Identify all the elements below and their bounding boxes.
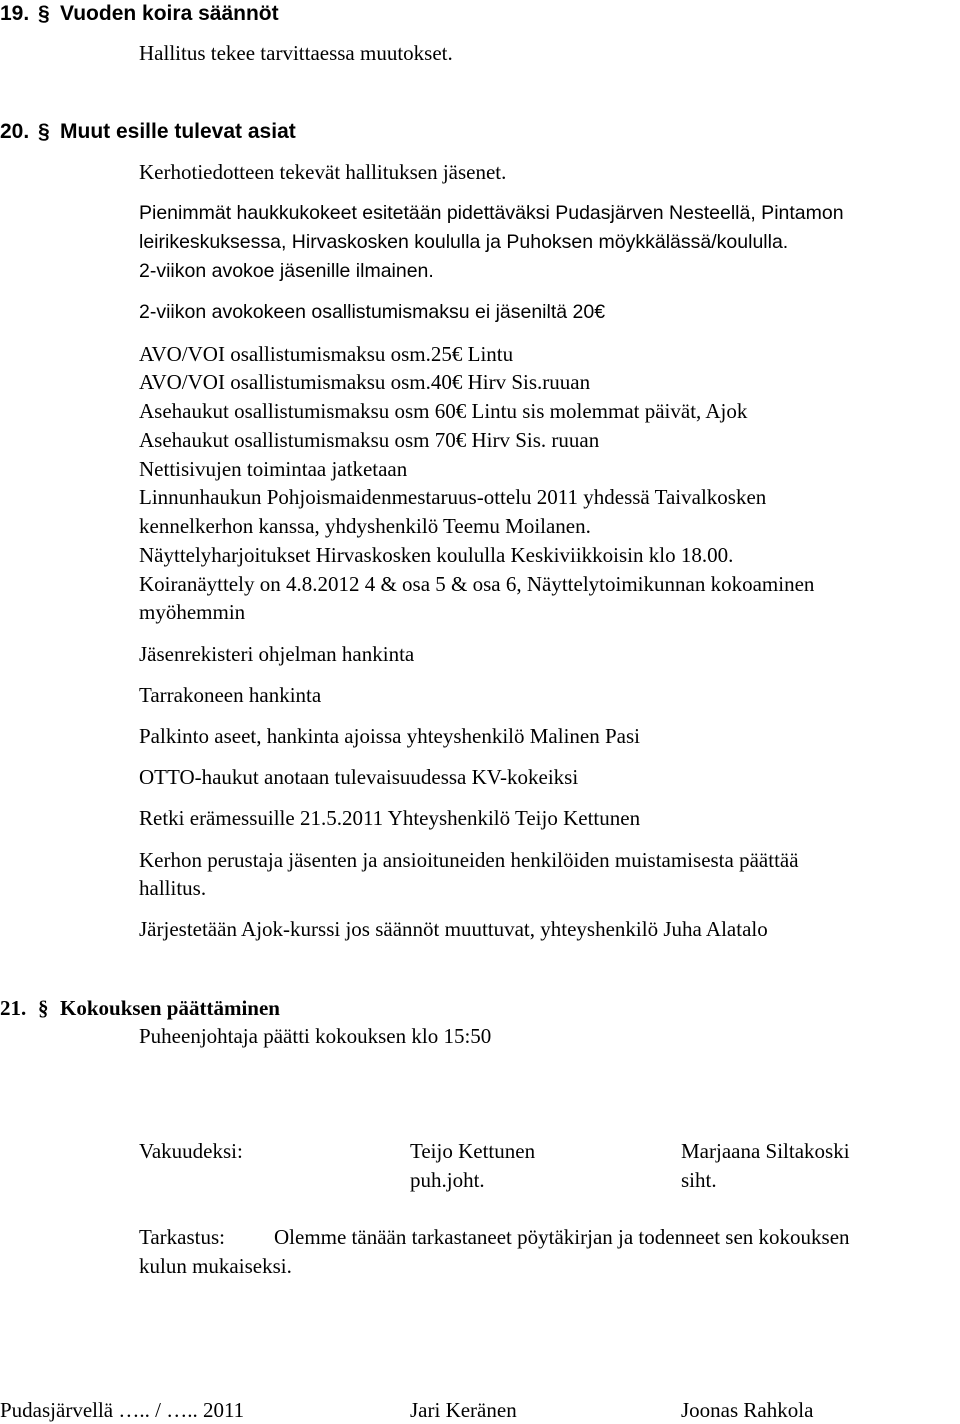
text-line: AVO/VOI osallistumismaksu osm.25€ Lintu xyxy=(139,342,514,366)
text-line: leirikeskuksessa, Hirvaskosken koululla ja Puhoksen möykkälässä/koululla. xyxy=(139,231,789,253)
text-line: Palkinto aseet, hankinta ajoissa yhteyshenkilö Malinen Pasi xyxy=(139,724,640,748)
secretary-name: Marjaana Siltakoski xyxy=(681,1139,850,1163)
text-line: Kerhon perustaja jäsenten ja ansioituneiden henkilöiden muistamisesta päättää xyxy=(139,848,799,872)
text-line: Puheenjohtaja päätti kokouksen klo 15:50 xyxy=(139,1024,492,1048)
section-number: 20. xyxy=(0,120,30,143)
text-line: Asehaukut osallistumismaksu osm 60€ Lintu sis molemmat päivät, Ajok xyxy=(139,399,748,423)
tarkastus-label: Tarkastus: xyxy=(139,1225,226,1249)
text-line: Tarrakoneen hankinta xyxy=(139,683,322,707)
text-line: Retki erämessuille 21.5.2011 Yhteyshenkilö Teijo Kettunen xyxy=(139,806,641,830)
section-number: 19. xyxy=(0,2,30,25)
place-date: Pudasjärvellä ….. / ….. 2011 xyxy=(0,1398,245,1422)
text-line: Jäsenrekisteri ohjelman hankinta xyxy=(139,642,415,666)
text-line: Kerhotiedotteen tekevät hallituksen jäsenet. xyxy=(139,160,507,184)
text-line: Pienimmät haukkukokeet esitetään pidettäväksi Pudasjärven Nesteellä, Pintamon xyxy=(139,202,844,224)
tarkastus-text: Olemme tänään tarkastaneet pöytäkirjan ja todenneet sen kokouksen xyxy=(274,1225,850,1249)
text-line: Nettisivujen toimintaa jatketaan xyxy=(139,457,408,481)
text-line: Hallitus tekee tarvittaessa muutokset. xyxy=(139,41,453,65)
checker-1-name: Jari Keränen xyxy=(410,1398,517,1422)
text-line: Näyttelyharjoitukset Hirvaskosken koululla Keskiviikkoisin klo 18.00. xyxy=(139,543,734,567)
paragraph-sign: § xyxy=(38,120,50,143)
checker-2-name: Joonas Rahkola xyxy=(681,1398,814,1422)
chair-role: puh.joht. xyxy=(410,1168,485,1192)
text-line: OTTO-haukut anotaan tulevaisuudessa KV-kokeiksi xyxy=(139,765,579,789)
section-20-heading xyxy=(0,121,296,142)
paragraph-sign: § xyxy=(38,996,49,1020)
section-21-heading xyxy=(0,998,280,1019)
section-19-heading xyxy=(0,3,279,24)
section-title: Vuoden koira säännöt xyxy=(60,2,279,25)
vakuudeksi-label: Vakuudeksi: xyxy=(139,1139,243,1163)
section-title: Muut esille tulevat asiat xyxy=(60,120,296,143)
text-line: Asehaukut osallistumismaksu osm 70€ Hirv Sis. ruuan xyxy=(139,428,600,452)
tarkastus-text-continued: kulun mukaiseksi. xyxy=(139,1254,292,1278)
paragraph-sign: § xyxy=(38,2,50,25)
text-line: kennelkerhon kanssa, yhdyshenkilö Teemu Moilanen. xyxy=(139,514,591,538)
text-line: AVO/VOI osallistumismaksu osm.40€ Hirv Sis.ruuan xyxy=(139,370,591,394)
text-line: Järjestetään Ajok-kurssi jos säännöt muuttuvat, yhteyshenkilö Juha Alatalo xyxy=(139,917,768,941)
section-number: 21. xyxy=(0,996,27,1020)
text-line: Linnunhaukun Pohjoismaidenmestaruus-ottelu 2011 yhdessä Taivalkosken xyxy=(139,485,767,509)
secretary-role: siht. xyxy=(681,1168,717,1192)
text-line: 2-viikon avokoe jäsenille ilmainen. xyxy=(139,260,434,282)
text-line: hallitus. xyxy=(139,876,207,900)
text-line: 2-viikon avokokeen osallistumismaksu ei jäseniltä 20€ xyxy=(139,301,606,323)
section-title: Kokouksen päättäminen xyxy=(60,996,280,1020)
text-line: myöhemmin xyxy=(139,600,246,624)
chair-name: Teijo Kettunen xyxy=(410,1139,536,1163)
text-line: Koiranäyttely on 4.8.2012 4 & osa 5 & osa 6, Näyttelytoimikunnan kokoaminen xyxy=(139,572,815,596)
